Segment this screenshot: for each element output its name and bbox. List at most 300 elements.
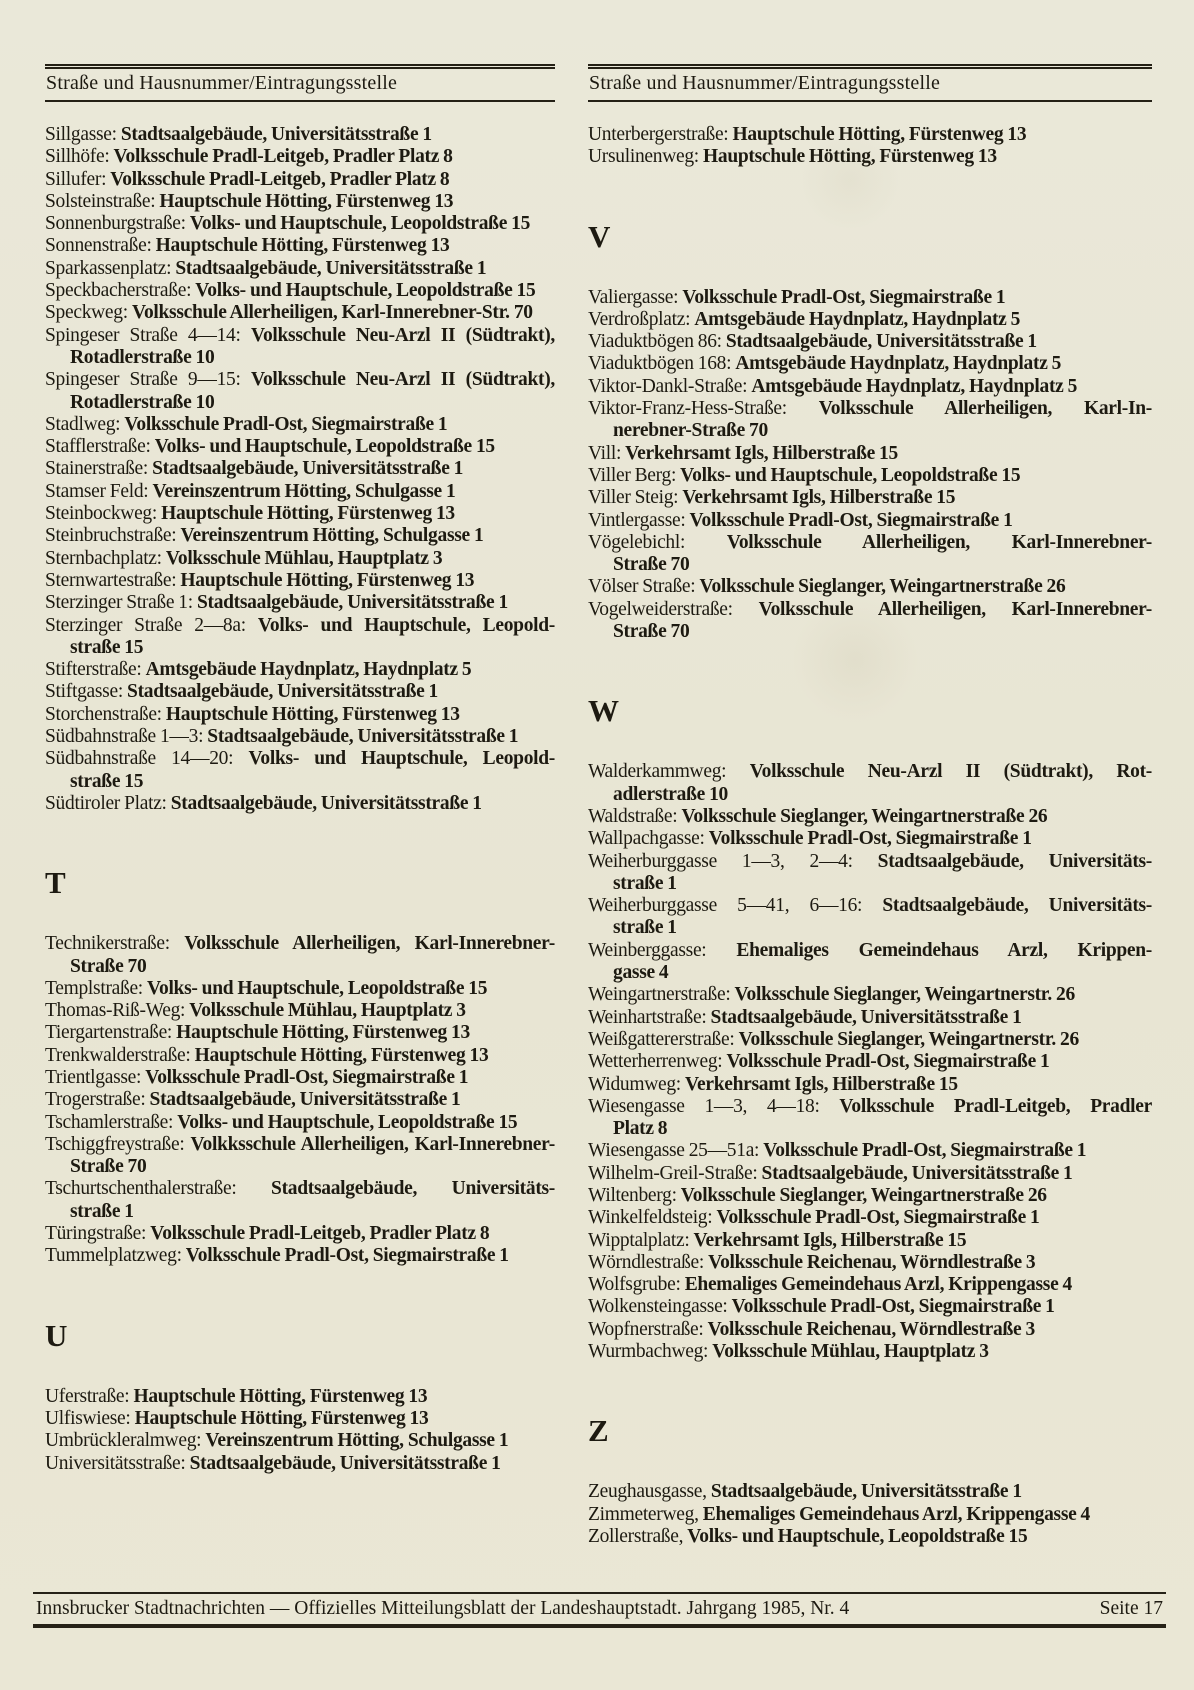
directory-entry <box>588 1096 1152 1141</box>
entry-line <box>45 1245 555 1267</box>
street-name: Weingartnerstraße: <box>588 984 731 1006</box>
entry-line <box>45 481 555 503</box>
entry-line <box>588 1230 1152 1252</box>
directory-entry <box>45 1045 555 1067</box>
entry-location: Volksschule Pradl-Ost, Siegmairstraße 1 <box>124 413 448 435</box>
street-name: Spingeser Straße 9—15: <box>45 369 241 391</box>
directory-entry <box>588 940 1152 985</box>
entry-line <box>45 592 555 614</box>
entry-location: Volks- und Hauptschule, Leopold- <box>257 614 556 636</box>
directory-entry <box>588 1230 1152 1252</box>
street-name: Wiesengasse 1—3, 4—18: <box>588 1095 820 1117</box>
left-column <box>45 64 555 1475</box>
entry-line <box>588 146 1152 168</box>
entry-line <box>588 124 1152 146</box>
directory-entry <box>45 1134 555 1179</box>
street-name: Wilhelm-Greil-Straße: <box>588 1162 758 1184</box>
street-name: Viktor-Dankl-Straße: <box>588 375 748 397</box>
street-name: Winkelfeldsteig: <box>588 1207 713 1229</box>
directory-entry <box>588 1504 1152 1526</box>
entry-line <box>45 280 555 302</box>
directory-entry <box>588 287 1152 309</box>
directory-entry <box>588 465 1152 487</box>
entry-location: Volksschule Allerheiligen, Karl-Innerebner- <box>184 933 555 955</box>
street-name: Sonnenburgstraße: <box>45 213 186 235</box>
entry-location: Volksschule Pradl-Leitgeb, Pradler Platz 8 <box>150 1223 490 1245</box>
street-name: Universitätsstraße: <box>45 1452 186 1474</box>
directory-entry <box>588 1029 1152 1051</box>
section-letter-T: T <box>45 865 66 901</box>
entry-line <box>588 532 1152 554</box>
entry-line-continuation <box>45 771 555 793</box>
directory-entry <box>588 1274 1152 1296</box>
entry-line <box>45 258 555 280</box>
directory-entry <box>45 280 555 302</box>
directory-entry <box>45 978 555 1000</box>
entry-line-continuation <box>45 392 555 414</box>
street-name: Vill: <box>588 442 622 464</box>
footer-page-number: Seite 17 <box>1099 1598 1163 1619</box>
entry-location: Volksschule Allerheiligen, Karl-Innerebner- <box>726 531 1152 553</box>
directory-entry <box>45 1386 555 1408</box>
street-name: Wurmbachweg: <box>588 1341 709 1363</box>
street-name: Wolfsgrube: <box>588 1274 681 1296</box>
directory-entry <box>45 793 555 815</box>
directory-entry <box>588 828 1152 850</box>
street-name: Viaduktbögen 168: <box>588 353 732 375</box>
directory-entry <box>45 748 555 793</box>
street-name: Weiherburggasse 5—41, 6—16: <box>588 895 863 917</box>
entry-location: Volksschule Pradl-Ost, Siegmairstraße 1 <box>682 286 1006 308</box>
entry-line <box>45 681 555 703</box>
street-name: Umbrückleralmweg: <box>45 1430 202 1452</box>
directory-entry <box>588 309 1152 331</box>
entry-line <box>45 436 555 458</box>
directory-entry <box>588 1481 1152 1503</box>
entry-line-continuation <box>588 873 1152 895</box>
footer-publication-info: Innsbrucker Stadtnachrichten — Offizielles Mitteilungsblatt der Landeshauptstadt. Jahrgang 1985, Nr. 4 <box>36 1598 850 1619</box>
directory-entry <box>45 1067 555 1089</box>
entry-location: Stadtsaalgebäude, Universitäts- <box>877 850 1152 872</box>
street-name: Wörndlestraße: <box>588 1251 704 1273</box>
entry-line <box>588 984 1152 1006</box>
directory-entry <box>45 369 555 414</box>
entry-line <box>45 302 555 324</box>
entry-line <box>588 1481 1152 1503</box>
entry-line <box>588 1504 1152 1526</box>
street-name: Speckbacherstraße: <box>45 280 192 302</box>
section-letter-Z: Z <box>588 1413 609 1449</box>
entry-location-continuation: nerebner-Straße 70 <box>613 420 768 442</box>
street-name: Widumweg: <box>588 1073 681 1095</box>
street-name: Südtiroler Platz: <box>45 792 167 814</box>
column-header-left <box>45 64 555 102</box>
entry-location: Volks- und Hauptschule, Leopoldstraße 15 <box>680 464 1021 486</box>
street-name: Viller Steig: <box>588 487 679 509</box>
entry-line <box>45 1000 555 1022</box>
right-column <box>588 64 1152 1548</box>
entry-line <box>588 761 1152 783</box>
directory-entry <box>588 1526 1152 1548</box>
entry-line <box>45 1408 555 1430</box>
street-name: Viller Berg: <box>588 464 677 486</box>
directory-entry <box>588 1163 1152 1185</box>
street-name: Unterbergerstraße: <box>588 124 729 145</box>
directory-entry <box>588 1296 1152 1318</box>
entry-line <box>45 458 555 480</box>
street-name: Spingeser Straße 4—14: <box>45 324 241 346</box>
section-letter-V: V <box>588 218 611 254</box>
street-name: Steinbruchstraße: <box>45 525 177 547</box>
directory-entry <box>45 681 555 703</box>
entry-location: Volksschule Pradl-Ost, Siegmairstraße 1 <box>708 828 1032 850</box>
street-name: Tschiggfreystraße: <box>45 1133 185 1155</box>
entry-line-continuation <box>588 554 1152 576</box>
entry-location: Volksschule Allerheiligen, Karl-Innerebner-Str. 70 <box>131 302 533 324</box>
street-name: Tschurtschenthalerstraße: <box>45 1178 237 1200</box>
entry-location-continuation: straße 1 <box>613 872 677 894</box>
directory-entry <box>45 258 555 280</box>
directory-entry <box>45 124 555 146</box>
entry-line <box>588 1296 1152 1318</box>
directory-entry <box>45 1430 555 1452</box>
entry-line <box>45 978 555 1000</box>
entry-location-continuation: adlerstraße 10 <box>613 783 728 805</box>
footer-bottom-rule <box>33 1624 1166 1628</box>
entry-line <box>45 235 555 257</box>
entry-line <box>588 576 1152 598</box>
footer-text-row <box>33 1594 1166 1624</box>
right-column-entries <box>588 124 1152 1548</box>
directory-entry <box>45 481 555 503</box>
street-name: Sonnenstraße: <box>45 235 152 257</box>
entry-line <box>588 287 1152 309</box>
entry-location: Hauptschule Hötting, Fürstenweg 13 <box>155 235 450 257</box>
entry-location: Volks- und Hauptschule, Leopoldstraße 15 <box>147 977 488 999</box>
entry-location: Stadtsaalgebäude, Universitätsstraße 1 <box>149 1089 461 1111</box>
directory-entry <box>588 851 1152 896</box>
directory-entry <box>45 1178 555 1223</box>
entry-location: Hauptschule Hötting, Fürstenweg 13 <box>176 1022 470 1044</box>
entry-location: Stadtsaalgebäude, Universitätsstraße 1 <box>710 1006 1022 1028</box>
directory-entry <box>45 659 555 681</box>
entry-location: Volksschule Sieglanger, Weingartnerstraße 26 <box>699 576 1066 598</box>
entry-line <box>588 353 1152 375</box>
column-header-text: Straße und Hausnummer/Eintragungsstelle <box>46 72 398 94</box>
street-name: Weißgattererstraße: <box>588 1028 735 1050</box>
street-name: Wallpachgasse: <box>588 828 705 850</box>
entry-location: Hauptschule Hötting, Fürstenweg 13 <box>180 569 475 591</box>
street-name: Stafflerstraße: <box>45 436 151 458</box>
directory-entry <box>588 487 1152 509</box>
street-name: Türingstraße: <box>45 1223 147 1245</box>
directory-entry <box>45 592 555 614</box>
directory-entry <box>588 1207 1152 1229</box>
street-name: Verdroßplatz: <box>588 308 691 330</box>
entry-location: Volksschule Pradl-Ost, Siegmairstraße 1 <box>689 509 1013 531</box>
entry-line <box>588 895 1152 917</box>
entry-line <box>45 793 555 815</box>
entry-location: Volksschule Pradl-Ost, Siegmairstraße 1 <box>763 1140 1087 1162</box>
entry-line <box>45 659 555 681</box>
entry-location: Volksschule Sieglanger, Weingartnerstraße 26 <box>680 1184 1047 1206</box>
directory-entry <box>45 436 555 458</box>
street-name: Vögelebichl: <box>588 531 686 553</box>
street-name: Wiltenberg: <box>588 1184 677 1206</box>
entry-location: Stadtsaalgebäude, Universitätsstraße 1 <box>127 681 439 703</box>
entry-location: Stadtsaalgebäude, Universitätsstraße 1 <box>189 1452 501 1474</box>
directory-entry <box>45 525 555 547</box>
entry-location: Hauptschule Hötting, Fürstenweg 13 <box>134 1407 429 1429</box>
directory-entry <box>45 615 555 660</box>
entry-line-continuation <box>45 1156 555 1178</box>
entry-line <box>45 191 555 213</box>
street-name: Templstraße: <box>45 977 143 999</box>
street-name: Wipptalplatz: <box>588 1229 690 1251</box>
entry-location: Amtsgebäude Haydnplatz, Haydnplatz 5 <box>694 308 1021 330</box>
entry-line <box>588 1185 1152 1207</box>
entry-location: Verkehrsamt Igls, Hilberstraße 15 <box>625 442 898 464</box>
directory-entry <box>588 806 1152 828</box>
entry-location: Volksschule Pradl-Ost, Siegmairstraße 1 <box>726 1051 1050 1073</box>
entry-line-continuation <box>588 784 1152 806</box>
entry-location: Volks- und Hauptschule, Leopoldstraße 15 <box>195 280 536 302</box>
entry-line <box>45 726 555 748</box>
directory-entry <box>45 933 555 978</box>
entry-line <box>45 124 555 146</box>
section-letter-W: W <box>588 693 619 729</box>
entry-location-continuation: Rotadlerstraße 10 <box>70 391 215 413</box>
entry-location: Volksschule Sieglanger, Weingartnerstr. 26 <box>734 984 1075 1006</box>
street-name: Tschamlerstraße: <box>45 1111 174 1133</box>
entry-line <box>588 398 1152 420</box>
street-name: Wiesengasse 25—51a: <box>588 1140 760 1162</box>
street-name: Zollerstraße, <box>588 1525 684 1547</box>
entry-line-continuation <box>45 347 555 369</box>
directory-entry <box>588 1007 1152 1029</box>
entry-location: Stadtsaalgebäude, Universitätsstraße 1 <box>152 458 464 480</box>
street-name: Tiergartenstraße: <box>45 1022 173 1044</box>
directory-entry <box>588 599 1152 644</box>
entry-line <box>588 1140 1152 1162</box>
entry-line <box>45 548 555 570</box>
entry-location: Volksschule Reichenau, Wörndlestraße 3 <box>707 1318 1035 1340</box>
directory-entry <box>45 1112 555 1134</box>
entry-location: Stadtsaalgebäude, Universitätsstraße 1 <box>170 792 482 814</box>
entry-line-continuation <box>45 637 555 659</box>
street-name: Völser Straße: <box>588 576 696 598</box>
entry-location: Volksschule Neu-Arzl II (Südtrakt), <box>250 324 555 346</box>
entry-line <box>588 465 1152 487</box>
entry-line <box>588 1163 1152 1185</box>
entry-location: Amtsgebäude Haydnplatz, Haydnplatz 5 <box>735 353 1062 375</box>
entry-line <box>45 525 555 547</box>
directory-entry <box>45 191 555 213</box>
street-name: Sillhöfe: <box>45 146 110 168</box>
directory-entry <box>45 146 555 168</box>
directory-entry <box>45 1223 555 1245</box>
directory-entry <box>588 1319 1152 1341</box>
entry-line <box>45 1022 555 1044</box>
entry-line <box>588 376 1152 398</box>
entry-location: Verkehrsamt Igls, Hilberstraße 15 <box>685 1073 958 1095</box>
entry-line <box>45 414 555 436</box>
directory-entry <box>588 1140 1152 1162</box>
directory-entry <box>45 1089 555 1111</box>
entry-location: Amtsgebäude Haydnplatz, Haydnplatz 5 <box>145 659 472 681</box>
entry-line <box>45 1223 555 1245</box>
directory-entry <box>588 1341 1152 1363</box>
entry-line <box>45 704 555 726</box>
entry-location: Hauptschule Hötting, Fürstenweg 13 <box>133 1385 428 1407</box>
entry-location: Volksschule Reichenau, Wörndlestraße 3 <box>708 1251 1036 1273</box>
entry-location: Volks- und Hauptschule, Leopoldstraße 15 <box>177 1111 518 1133</box>
street-name: Waldstraße: <box>588 805 678 827</box>
street-name: Sparkassenplatz: <box>45 257 172 279</box>
directory-entry <box>45 548 555 570</box>
entry-location: Vereinszentrum Hötting, Schulgasse 1 <box>180 525 484 547</box>
directory-entry <box>588 1051 1152 1073</box>
entry-line <box>45 1453 555 1475</box>
street-name: Zeughausgasse, <box>588 1481 707 1503</box>
entry-line <box>588 1341 1152 1363</box>
directory-entry <box>45 1245 555 1267</box>
entry-line <box>45 933 555 955</box>
entry-location: Volksschule Mühlau, Hauptplatz 3 <box>712 1341 989 1363</box>
street-name: Viaduktbögen 86: <box>588 331 722 353</box>
street-name: Stamser Feld: <box>45 480 149 502</box>
street-name: Wolkensteingasse: <box>588 1296 728 1318</box>
entry-line <box>45 325 555 347</box>
directory-entry <box>588 1074 1152 1096</box>
street-name: Solsteinstraße: <box>45 190 156 212</box>
directory-entry <box>45 1408 555 1430</box>
directory-entry <box>588 1252 1152 1274</box>
entry-line-continuation <box>588 962 1152 984</box>
entry-location-continuation: Straße 70 <box>613 554 690 576</box>
street-name: Wopfnerstraße: <box>588 1318 704 1340</box>
entry-location: Stadtsaalgebäude, Universitäts- <box>271 1178 555 1200</box>
directory-entry <box>45 1453 555 1475</box>
directory-entry <box>45 570 555 592</box>
entry-line <box>45 1045 555 1067</box>
entry-line-continuation <box>588 621 1152 643</box>
directory-entry <box>45 414 555 436</box>
directory-entry <box>588 331 1152 353</box>
entry-line <box>588 1051 1152 1073</box>
directory-entry <box>45 325 555 370</box>
entry-location: Volksschule Pradl-Leitgeb, Pradler <box>839 1095 1152 1117</box>
entry-location: Volksschule Pradl-Ost, Siegmairstraße 1 <box>185 1245 509 1267</box>
directory-entry <box>588 532 1152 577</box>
entry-location: Volksschule Sieglanger, Weingartnerstraße 26 <box>681 805 1048 827</box>
entry-line <box>588 443 1152 465</box>
directory-entry <box>588 895 1152 940</box>
directory-entry <box>45 302 555 324</box>
directory-entry <box>588 124 1152 146</box>
directory-entry <box>588 761 1152 806</box>
directory-entry <box>588 510 1152 532</box>
entry-line <box>588 1319 1152 1341</box>
entry-location: Volksschule Pradl-Leitgeb, Pradler Platz 8 <box>110 168 450 190</box>
entry-line <box>588 487 1152 509</box>
entry-line <box>588 940 1152 962</box>
entry-location: Stadtsaalgebäude, Universitäts- <box>882 895 1152 917</box>
entry-location-continuation: Platz 8 <box>613 1118 668 1140</box>
entry-location: Hauptschule Hötting, Fürstenweg 13 <box>703 146 997 168</box>
street-name: Trientlgasse: <box>45 1066 142 1088</box>
entry-location: Volksschule Neu-Arzl II (Südtrakt), <box>250 369 555 391</box>
street-name: Ulfiswiese: <box>45 1407 131 1429</box>
street-name: Weinberggasse: <box>588 939 707 961</box>
street-name: Trogerstraße: <box>45 1089 146 1111</box>
street-name: Stiftgasse: <box>45 681 123 703</box>
entry-location: Amtsgebäude Haydnplatz, Haydnplatz 5 <box>751 375 1078 397</box>
entry-location: Volksschule Allerheiligen, Karl-In- <box>818 398 1152 420</box>
street-name: Stadlweg: <box>45 413 121 435</box>
directory-entry <box>588 376 1152 398</box>
entry-location: Hauptschule Hötting, Fürstenweg 13 <box>159 190 454 212</box>
entry-line <box>45 1134 555 1156</box>
entry-location: Hauptschule Hötting, Fürstenweg 13 <box>194 1044 489 1066</box>
column-header-right <box>588 64 1152 102</box>
entry-location: Stadtsaalgebäude, Universitätsstraße 1 <box>175 257 487 279</box>
entry-location: Volks- und Hauptschule, Leopoldstraße 15 <box>154 436 495 458</box>
entry-line <box>45 1430 555 1452</box>
street-name: Walderkammweg: <box>588 761 727 783</box>
entry-location: Volkksschule Allerheiligen, Karl-Innerebner- <box>190 1133 555 1155</box>
entry-line-continuation <box>588 1118 1152 1140</box>
entry-line <box>45 146 555 168</box>
section-letter-U: U <box>45 1317 68 1353</box>
street-name: Viktor-Franz-Hess-Straße: <box>588 398 787 420</box>
entry-location-continuation: Straße 70 <box>613 621 690 643</box>
page-footer <box>33 1592 1166 1628</box>
entry-line <box>45 1386 555 1408</box>
street-name: Technikerstraße: <box>45 933 170 955</box>
directory-entry <box>45 458 555 480</box>
street-name: Uferstraße: <box>45 1385 130 1407</box>
entry-line <box>45 570 555 592</box>
entry-location: Volksschule Pradl-Ost, Siegmairstraße 1 <box>731 1296 1055 1318</box>
entry-location: Volksschule Sieglanger, Weingartnerstr. 26 <box>738 1028 1079 1050</box>
entry-location: Volksschule Mühlau, Hauptplatz 3 <box>189 1000 466 1022</box>
directory-entry <box>45 213 555 235</box>
directory-entry <box>45 726 555 748</box>
entry-line <box>45 1067 555 1089</box>
entry-location: Stadtsaalgebäude, Universitätsstraße 1 <box>710 1481 1022 1503</box>
directory-entry <box>45 704 555 726</box>
entry-line <box>588 1029 1152 1051</box>
directory-entry <box>588 353 1152 375</box>
entry-location-continuation: Straße 70 <box>70 1156 147 1178</box>
entry-line <box>588 1207 1152 1229</box>
street-name: Sillgasse: <box>45 124 117 145</box>
directory-entry <box>45 1000 555 1022</box>
street-name: Zimmeterweg, <box>588 1503 699 1525</box>
directory-entry <box>45 1022 555 1044</box>
street-name: Sterzinger Straße 1: <box>45 592 193 614</box>
entry-line <box>45 169 555 191</box>
entry-line-continuation <box>45 1201 555 1223</box>
entry-location: Verkehrsamt Igls, Hilberstraße 15 <box>693 1229 967 1251</box>
street-name: Vogelweiderstraße: <box>588 598 733 620</box>
entry-location: Hauptschule Hötting, Fürstenweg 13 <box>732 124 1027 145</box>
entry-location: Stadtsaalgebäude, Universitätsstraße 1 <box>196 592 508 614</box>
entry-line <box>588 1274 1152 1296</box>
entry-line <box>588 806 1152 828</box>
entry-line <box>588 1096 1152 1118</box>
